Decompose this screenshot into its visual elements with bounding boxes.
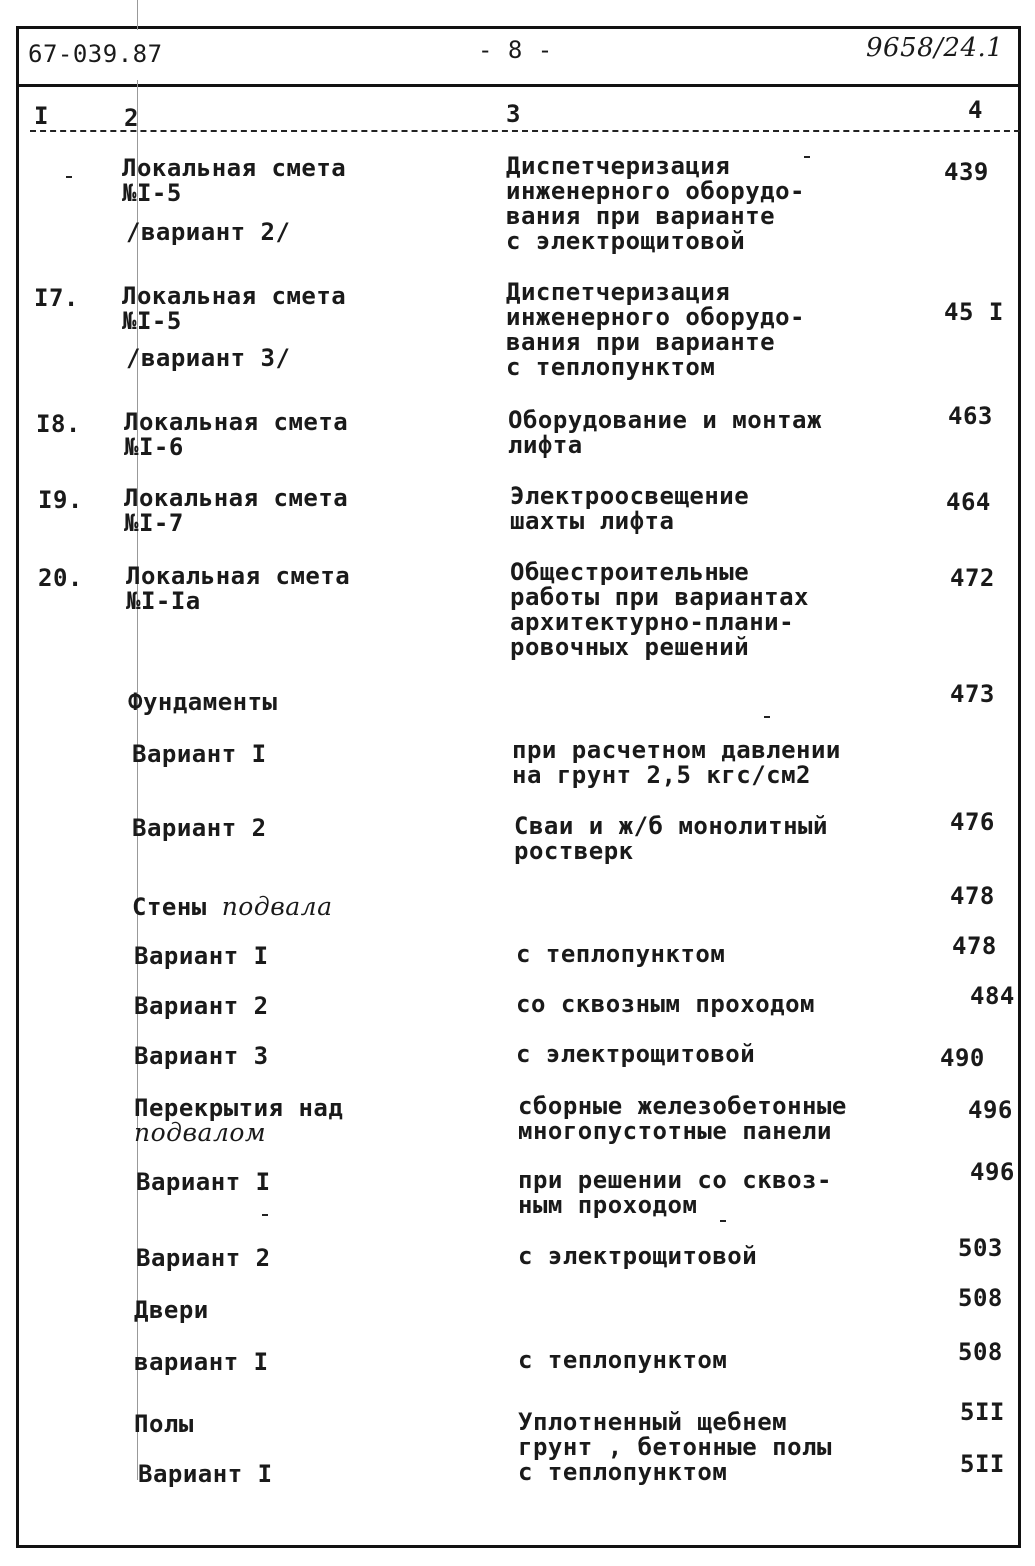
row-description: Вариант I [132,740,267,768]
scan-mark [804,156,810,158]
row-page: 508 [958,1338,1003,1366]
row-detail: Общестроительные работы при вариантах архитектурно-плани- ровочных решений [510,558,809,661]
row-detail: Сваи и ж/б монолитный ростверк [514,812,828,865]
row-description-typed: Стены [132,893,222,921]
row-description: Вариант 2 [134,992,269,1020]
row-page: 45 I [944,298,1004,326]
doc-code: 67-039.87 [28,40,163,68]
row-number: I7. [34,284,79,312]
row-detail: Диспетчеризация инженерного оборудо- вания при варианте с электрощитовой [506,152,805,255]
scan-mark [66,176,72,178]
row-description: вариант I [134,1348,269,1376]
row-variant: /вариант 3/ [126,344,291,372]
header-dashed-rule [30,130,1020,132]
row-number: 20. [38,564,83,592]
row-page: 490 [940,1044,985,1072]
scan-mark [764,716,770,718]
row-detail: Уплотненный щебнем грунт , бетонные полы с теплопунктом [518,1408,832,1486]
row-page: 496 [970,1158,1015,1186]
row-number: I9. [38,486,83,514]
column-header-2: 2 [124,104,139,132]
row-detail: со сквозным проходом [516,990,815,1018]
handwritten-ref: 9658/24.1 [866,33,1004,63]
row-detail: Оборудование и монтаж лифта [508,406,822,459]
row-detail: с теплопунктом [518,1346,728,1374]
row-page: 503 [958,1234,1003,1262]
row-description: Вариант I [138,1460,273,1488]
row-detail: с теплопунктом [516,940,726,968]
row-page: 472 [950,564,995,592]
row-description: Перекрытия над [134,1094,344,1122]
row-detail: Диспетчеризация инженерного оборудо- вания при варианте с теплопунктом [506,278,805,381]
row-description-handwritten: подвалом [134,1118,267,1147]
row-page: 478 [950,882,995,910]
row-description: Вариант 2 [132,814,267,842]
row-description: Локальная смета №I-Iа [126,562,351,615]
row-description: Локальная смета №I-5 [122,154,347,207]
row-page: 476 [950,808,995,836]
row-number: I8. [36,410,81,438]
row-page: 5II [960,1450,1005,1478]
row-page: 496 [968,1096,1013,1124]
row-page: 5II [960,1398,1005,1426]
row-description: Локальная смета №I-5 [122,282,347,335]
row-page: 484 [970,982,1015,1010]
column-header-3: 3 [506,100,521,128]
binding-mark [137,0,138,30]
scan-mark [262,1214,268,1216]
row-detail: Электроосвещение шахты лифта [510,482,750,535]
row-description: Локальная смета №I-6 [124,408,349,461]
column-header-4: 4 [968,96,983,124]
row-detail: при решении со сквоз- ным проходом [518,1166,832,1219]
row-page: 473 [950,680,995,708]
row-detail: при расчетном давлении на грунт 2,5 кгс/см2 [512,736,841,789]
row-variant: /вариант 2/ [126,218,291,246]
row-page: 478 [952,932,997,960]
row-description: Вариант I [134,942,269,970]
page-number: - 8 - [478,36,553,64]
row-description: Двери [134,1296,209,1324]
row-description: Фундаменты [128,688,278,716]
row-description-handwritten: подвала [221,892,333,921]
row-page: 439 [944,158,989,186]
row-page: 508 [958,1284,1003,1312]
row-description: Вариант 2 [136,1244,271,1272]
row-detail: сборные железобетонные многопустотные панели [518,1092,847,1145]
row-page: 464 [946,488,991,516]
row-detail: с электрощитовой [516,1040,756,1068]
column-header-1: I [34,102,49,130]
scan-mark [720,1220,726,1222]
row-detail: с электрощитовой [518,1242,758,1270]
header-divider [16,84,1021,87]
row-page: 463 [948,402,993,430]
row-description [132,894,332,920]
row-description: Полы [134,1410,194,1438]
row-description: Вариант I [136,1168,271,1196]
row-description: Вариант 3 [134,1042,269,1070]
row-description: Локальная смета №I-7 [124,484,349,537]
